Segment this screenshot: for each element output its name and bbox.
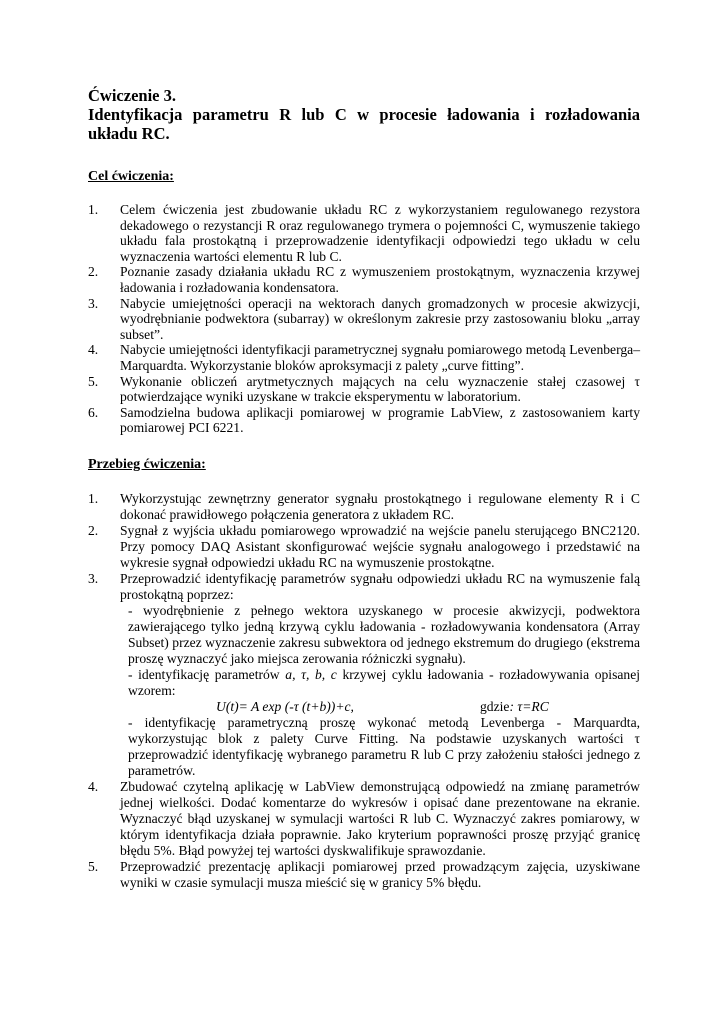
goal-number: 2.: [88, 264, 99, 280]
exercise-number: Ćwiczenie 3.: [88, 86, 176, 105]
procedure-subitem: - wyodrębnienie z pełnego wektora uzyskanego w procesie akwizycji, podwektora zawierającego tylko jedną krzywą cyklu ładowania - rozładowywania kondensatora (Array Subset) przez wyznaczenie zakresu subwektora od jednego ekstremum do drugiego (ekstrema proszę wyznaczyć jako miejsca zerowania różniczki sygnału).: [128, 602, 640, 666]
goal-text: Wykonanie obliczeń arytmetycznych mających na celu wyznaczenie stałej czasowej τ potwierdzające wyniki uzyskane w trakcie eksperymentu w laboratorium.: [120, 373, 640, 405]
exercise-title-cont: układu RC.: [88, 124, 170, 143]
goal-item: [88, 264, 640, 295]
procedure-subitem: [120, 667, 640, 699]
parameter-list: a, τ, b, c: [285, 666, 337, 682]
goals-heading: Cel ćwiczenia:: [88, 169, 174, 184]
procedure-item: [88, 571, 640, 779]
goal-item: [88, 374, 640, 405]
goal-item: [88, 202, 640, 264]
formula-line: [120, 699, 640, 715]
goal-item: [88, 342, 640, 373]
where-expression: : τ=RC: [509, 698, 549, 714]
formula: U(t)= A exp (-τ (t+b))+c,: [216, 698, 354, 714]
goal-text: Samodzielna budowa aplikacji pomiarowej w programie LabView, z zastosowaniem karty pomiarowej PCI 6221.: [120, 404, 640, 436]
subitem-text: - identyfikację parametrów: [128, 666, 280, 682]
procedure-item: [88, 523, 640, 571]
goal-item: [88, 296, 640, 343]
goal-number: 6.: [88, 404, 99, 420]
procedure-number: 5.: [88, 858, 99, 874]
procedure-item: [88, 491, 640, 523]
goal-number: 4.: [88, 342, 99, 358]
procedure-text: Wykorzystując zewnętrzny generator sygnału prostokątnego i regulowane elementy R i C dokonać prawidłowego połączenia generatora z układem RC.: [120, 490, 640, 522]
goal-text: Nabycie umiejętności operacji na wektorach danych gromadzonych w procesie akwizycji, wyodrębnianie podwektora (subarray) w określonym zakresie przy zastosowaniu bloku „array subset”.: [120, 295, 640, 342]
procedure-number: 3.: [88, 570, 99, 586]
procedure-item: [88, 859, 640, 891]
exercise-title: Identyfikacja parametru R lub C w procesie ładowania i rozładowania: [88, 105, 640, 124]
goal-number: 1.: [88, 202, 99, 217]
procedure-list: [88, 491, 640, 891]
goal-number: 3.: [88, 295, 99, 311]
goal-text: Poznanie zasady działania układu RC z wymuszeniem prostokątnym, wyznaczenia krzywej ładowania i rozładowania kondensatora.: [120, 264, 640, 295]
procedure-text: Przeprowadzić prezentację aplikacji pomiarowej przed prowadzącym zajęcia, uzyskiwane wyniki w czasie symulacji musza mieścić się w granicy 5% błędu.: [120, 858, 640, 890]
goal-item: [88, 405, 640, 436]
procedure-item: [88, 779, 640, 859]
procedure-heading: Przebieg ćwiczenia:: [88, 456, 206, 472]
subitem-text: krzywej cyklu ładowania - rozładowywania opisanej wzorem:: [128, 666, 641, 698]
procedure-subitem: - identyfikację parametryczną proszę wykonać metodą Levenberga - Marquardta, wykorzystując blok z palety Curve Fitting. Na podstawie uzyskanych wartości τ przeprowadzić identyfikację wybranego parametru R lub C przy założeniu stałości jednego z parametrów.: [128, 714, 640, 778]
goal-number: 5.: [88, 373, 99, 389]
procedure-number: 2.: [88, 522, 99, 538]
where-label: gdzie: [480, 698, 510, 714]
procedure-number: 4.: [88, 778, 99, 794]
goal-text: Celem ćwiczenia jest zbudowanie układu RC z wykorzystaniem regulowanego rezystora dekadowego o rezystancji R oraz regulowanego trymera o pojemności C, wymuszenie takiego układu fala prostokątną i przeprowadzenie identyfikacji odpowiedzi tego układu w celu wyznaczenia wartości elementu R lub C.: [120, 202, 640, 264]
procedure-text: Przeprowadzić identyfikację parametrów sygnału odpowiedzi układu RC na wymuszenie falą prostokątną poprzez:: [120, 570, 640, 602]
goals-list: [88, 202, 640, 436]
document-page: [88, 86, 640, 891]
procedure-text: Sygnał z wyjścia układu pomiarowego wprowadzić na wejście panelu sterującego BNC2120. Przy pomocy DAQ Asistant skonfigurować wejście sygnału analogowego i przedstawić na wykresie sygnał odpowiedzi układu RC na wymuszenie prostokątne.: [120, 522, 640, 570]
goal-text: Nabycie umiejętności identyfikacji parametrycznej sygnału pomiarowego metodą Levenberga–Marquardta. Wykorzystanie bloków aproksymacji z palety „curve fitting”.: [120, 342, 640, 373]
formula-where: [480, 699, 549, 715]
procedure-text: Zbudować czytelną aplikację w LabView demonstrującą odpowiedź na zmianę parametrów jednej wielkości. Dodać komentarze do wykresów i opisać dane prezentowane na ekranie. Wyznaczyć błąd uzyskanej w symulacji wartości R lub C. Wyznaczyć zakres pomiarowy, w którym identyfikacja działa poprawnie. Jako kryterium poprawności proszę przyjąć granicę błędu 5%. Błąd powyżej tej wartości dyskwalifikuje sprawozdanie.: [120, 778, 640, 858]
procedure-number: 1.: [88, 490, 99, 506]
